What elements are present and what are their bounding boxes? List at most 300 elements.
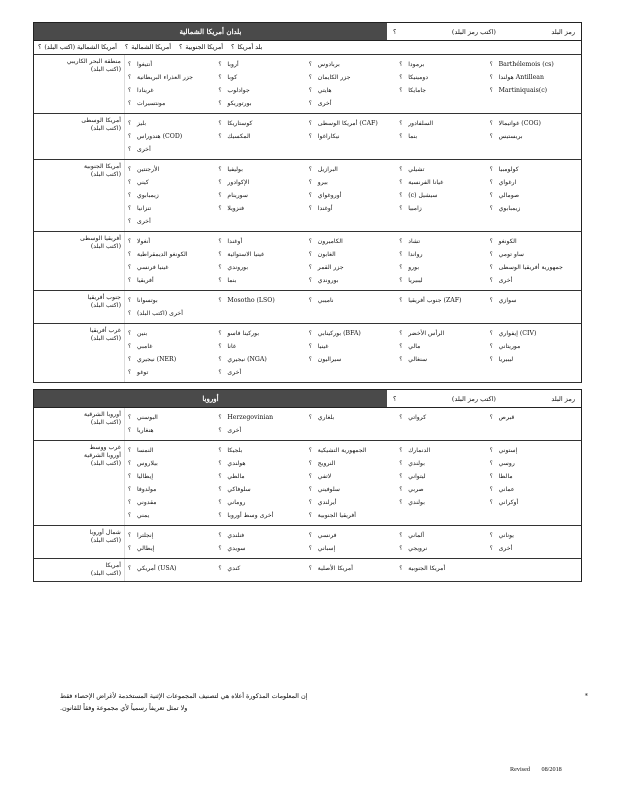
checkbox-option[interactable]	[399, 457, 487, 470]
checkbox-option[interactable]	[399, 58, 487, 71]
checkbox-icon[interactable]: ؟	[399, 460, 403, 467]
checkbox-option[interactable]	[128, 457, 216, 470]
checkbox-option[interactable]	[218, 353, 306, 366]
checkbox-icon[interactable]: ؟	[308, 356, 312, 363]
checkbox-option[interactable]	[309, 248, 397, 261]
checkbox-icon[interactable]: ؟	[308, 330, 312, 337]
checkbox-icon[interactable]: ؟	[218, 74, 222, 81]
checkbox-option[interactable]	[490, 163, 578, 176]
checkbox-option[interactable]	[399, 411, 487, 424]
option-label: زيمبابوي	[137, 192, 159, 199]
checkbox-icon[interactable]: ؟	[218, 460, 222, 467]
checkbox-icon[interactable]: ؟	[308, 238, 312, 245]
checkbox-option[interactable]	[128, 307, 216, 320]
checkbox-option[interactable]	[218, 163, 306, 176]
checkbox-icon[interactable]: ؟	[489, 532, 493, 539]
checkbox-option[interactable]	[399, 353, 487, 366]
checkbox-option[interactable]	[128, 176, 216, 189]
checkbox-option[interactable]	[218, 340, 306, 353]
checkbox-icon[interactable]: ؟	[128, 473, 132, 480]
checkbox-icon[interactable]: ؟	[489, 264, 493, 271]
checkbox-icon[interactable]: ؟	[128, 532, 132, 539]
checkbox-icon[interactable]: ؟	[399, 120, 403, 127]
checkbox-icon[interactable]: ؟	[399, 277, 403, 284]
checkbox-icon[interactable]: ؟	[128, 356, 132, 363]
checkbox-option[interactable]	[490, 483, 578, 496]
checkbox-icon[interactable]: ؟	[308, 251, 312, 258]
checkbox-icon[interactable]: ؟	[399, 87, 403, 94]
checkbox-option[interactable]	[490, 327, 578, 340]
checkbox-option[interactable]	[218, 411, 306, 424]
checkbox-icon[interactable]: ؟	[399, 330, 403, 337]
checkbox-option[interactable]	[490, 542, 578, 555]
checkbox-icon[interactable]: ؟	[128, 192, 132, 199]
checkbox-icon[interactable]: ؟	[218, 120, 222, 127]
checkbox-option[interactable]	[128, 248, 216, 261]
checkbox-icon[interactable]: ؟	[218, 512, 222, 519]
checkbox-icon[interactable]: ؟	[308, 532, 312, 539]
checkbox-option[interactable]	[490, 496, 578, 509]
checkbox-option[interactable]	[128, 470, 216, 483]
checkbox-option[interactable]	[399, 202, 487, 215]
checkbox-icon[interactable]: ؟	[218, 486, 222, 493]
checkbox-icon[interactable]: ؟	[128, 74, 132, 81]
checkbox-option[interactable]	[309, 294, 397, 307]
checkbox-option[interactable]	[128, 366, 216, 379]
checkbox-option[interactable]	[128, 327, 216, 340]
checkbox-icon[interactable]: ؟	[218, 133, 222, 140]
checkbox-option[interactable]	[218, 509, 306, 522]
checkbox-icon[interactable]: ؟	[218, 545, 222, 552]
checkbox-icon[interactable]: ؟	[399, 473, 403, 480]
checkbox-icon[interactable]: ؟	[308, 343, 312, 350]
checkbox-icon[interactable]: ؟	[399, 414, 403, 421]
checkbox-option[interactable]	[218, 496, 306, 509]
checkbox-option[interactable]	[309, 470, 397, 483]
section-code-area	[387, 390, 581, 407]
group-options	[125, 559, 581, 581]
checkbox-icon[interactable]: ؟	[399, 343, 403, 350]
checkbox-icon[interactable]: ؟	[218, 61, 222, 68]
checkbox-icon[interactable]: ؟	[308, 277, 312, 284]
checkbox-option[interactable]	[309, 84, 397, 97]
checkbox-icon[interactable]: ؟	[218, 330, 222, 337]
checkbox-option[interactable]	[218, 248, 306, 261]
checkbox-option[interactable]	[218, 294, 306, 307]
checkbox-icon[interactable]: ؟	[308, 87, 312, 94]
checkbox-icon[interactable]: ؟	[128, 238, 132, 245]
checkbox-icon[interactable]: ؟	[399, 238, 403, 245]
checkbox-icon[interactable]: ؟	[128, 565, 132, 572]
checkbox-option[interactable]	[490, 58, 578, 71]
checkbox-option[interactable]	[218, 235, 306, 248]
checkbox-icon[interactable]: ؟	[128, 179, 132, 186]
checkbox-option[interactable]	[309, 130, 397, 143]
checkbox-option[interactable]	[399, 117, 487, 130]
checkbox-option[interactable]	[490, 84, 578, 97]
checkbox-option[interactable]	[218, 58, 306, 71]
checkbox-icon[interactable]: ؟	[218, 473, 222, 480]
group-options	[125, 114, 581, 159]
checkbox-icon[interactable]: ؟	[128, 427, 132, 434]
checkbox-option[interactable]	[309, 444, 397, 457]
checkbox-icon[interactable]: ؟	[128, 87, 132, 94]
checkbox-option[interactable]	[490, 248, 578, 261]
checkbox-icon[interactable]: ؟	[399, 251, 403, 258]
checkbox-option[interactable]	[309, 562, 397, 575]
checkbox-icon[interactable]: ؟	[489, 343, 493, 350]
checkbox-icon[interactable]: ؟	[489, 499, 493, 506]
checkbox-option[interactable]	[218, 97, 306, 110]
checkbox-option[interactable]	[128, 411, 216, 424]
checkbox-option[interactable]	[128, 84, 216, 97]
checkbox-option[interactable]	[128, 97, 216, 110]
checkbox-option[interactable]	[218, 542, 306, 555]
checkbox-icon[interactable]: ؟	[308, 205, 312, 212]
checkbox-option[interactable]	[309, 97, 397, 110]
checkbox-option[interactable]	[309, 58, 397, 71]
checkbox-option[interactable]	[309, 542, 397, 555]
checkbox-icon[interactable]: ؟	[308, 100, 312, 107]
checkbox-option[interactable]	[399, 189, 487, 202]
checkbox-option[interactable]	[218, 117, 306, 130]
checkbox-icon[interactable]: ؟	[128, 512, 132, 519]
checkbox-option[interactable]	[490, 189, 578, 202]
checkbox-icon[interactable]: ؟	[399, 356, 403, 363]
checkbox-option[interactable]	[128, 562, 216, 575]
checkbox-icon[interactable]: ؟	[218, 166, 222, 173]
option-label: (ZAF) جنوب أفريقيا	[408, 297, 462, 304]
checkbox-option[interactable]	[309, 261, 397, 274]
checkbox-icon[interactable]: ؟	[128, 277, 132, 284]
checkbox-icon[interactable]: ؟	[489, 205, 493, 212]
checkbox-option[interactable]	[128, 163, 216, 176]
checkbox-option[interactable]	[399, 562, 487, 575]
checkbox-icon[interactable]: ؟	[399, 297, 403, 304]
checkbox-icon[interactable]: ؟	[489, 251, 493, 258]
checkbox-icon[interactable]: ؟	[128, 343, 132, 350]
checkbox-option[interactable]	[218, 202, 306, 215]
checkbox-option[interactable]	[309, 117, 397, 130]
checkbox-option[interactable]	[218, 562, 306, 575]
checkbox-icon[interactable]: ؟	[128, 218, 132, 225]
checkbox-option[interactable]	[309, 340, 397, 353]
checkbox-option[interactable]	[218, 130, 306, 143]
checkbox-icon[interactable]: ؟	[218, 238, 222, 245]
checkbox-icon[interactable]: ؟	[399, 499, 403, 506]
checkbox-icon[interactable]: ؟	[489, 473, 493, 480]
checkbox-option[interactable]	[218, 189, 306, 202]
checkbox-option[interactable]: ؟ بلد أمريكا	[231, 44, 263, 51]
checkbox-option[interactable]	[218, 71, 306, 84]
checkbox-option[interactable]	[309, 411, 397, 424]
checkbox-icon[interactable]: ؟	[399, 133, 403, 140]
checkbox-icon[interactable]: ؟	[218, 356, 222, 363]
checkbox-option[interactable]	[490, 529, 578, 542]
checkbox-option[interactable]	[309, 529, 397, 542]
checkbox-option[interactable]	[399, 483, 487, 496]
checkbox-icon[interactable]: ؟	[489, 87, 493, 94]
checkbox-icon[interactable]: ؟	[218, 343, 222, 350]
checkbox-option[interactable]	[399, 163, 487, 176]
checkbox-icon[interactable]: ؟	[308, 120, 312, 127]
checkbox-icon[interactable]: ؟	[308, 166, 312, 173]
checkbox-option[interactable]	[490, 261, 578, 274]
checkbox-icon[interactable]: ؟	[399, 264, 403, 271]
checkbox-icon[interactable]: ؟	[128, 133, 132, 140]
checkbox-icon[interactable]: ؟	[308, 447, 312, 454]
checkbox-icon[interactable]: ؟	[218, 251, 222, 258]
checkbox-option[interactable]	[128, 189, 216, 202]
checkbox-option[interactable]	[399, 235, 487, 248]
checkbox-icon[interactable]: ؟	[489, 133, 493, 140]
checkbox-icon[interactable]: ؟	[218, 499, 222, 506]
checkbox-option[interactable]	[128, 71, 216, 84]
option-label: أيرلندي	[317, 499, 337, 506]
checkbox-option[interactable]	[128, 340, 216, 353]
checkbox-icon[interactable]: ؟	[399, 545, 403, 552]
checkbox-icon[interactable]: ؟	[399, 205, 403, 212]
checkbox-icon[interactable]: ؟	[308, 192, 312, 199]
checkbox-icon[interactable]: ؟	[128, 251, 132, 258]
checkbox-icon[interactable]: ؟	[399, 486, 403, 493]
checkbox-icon[interactable]: ؟	[218, 532, 222, 539]
checkbox-option[interactable]	[399, 496, 487, 509]
checkbox-option[interactable]: ؟ أمريكا الجنوبية	[178, 44, 223, 51]
checkbox-icon[interactable]: ؟	[128, 447, 132, 454]
checkbox-icon[interactable]: ؟	[218, 264, 222, 271]
checkbox-icon[interactable]: ؟	[128, 486, 132, 493]
checkbox-option[interactable]	[399, 176, 487, 189]
checkbox-option[interactable]: ؟ أمريكا الشمالية	[124, 44, 171, 51]
checkbox-option[interactable]	[309, 163, 397, 176]
checkbox-icon[interactable]: ؟	[128, 545, 132, 552]
checkbox-icon[interactable]: ؟	[218, 179, 222, 186]
checkbox-option[interactable]	[128, 529, 216, 542]
checkbox-icon[interactable]: ؟	[308, 512, 312, 519]
checkbox-option[interactable]	[490, 411, 578, 424]
checkbox-icon[interactable]: ؟	[399, 565, 403, 572]
checkbox-icon[interactable]: ؟	[218, 192, 222, 199]
checkbox-option[interactable]	[399, 261, 487, 274]
checkbox-icon[interactable]: ؟	[308, 264, 312, 271]
checkbox-icon[interactable]: ؟	[489, 545, 493, 552]
checkbox-icon[interactable]: ؟	[489, 166, 493, 173]
checkbox-icon[interactable]: ؟	[308, 133, 312, 140]
checkbox-option[interactable]	[128, 294, 216, 307]
checkbox-icon[interactable]: ؟	[128, 100, 132, 107]
checkbox-icon[interactable]: ؟	[308, 179, 312, 186]
checkbox-icon[interactable]: ؟	[308, 486, 312, 493]
checkbox-option[interactable]	[399, 542, 487, 555]
checkbox-icon[interactable]: ؟	[489, 297, 493, 304]
checkbox-icon[interactable]: ؟	[399, 447, 403, 454]
checkbox-option[interactable]	[490, 130, 578, 143]
checkbox-icon[interactable]: ؟	[489, 192, 493, 199]
checkbox-option[interactable]	[128, 274, 216, 287]
checkbox-icon[interactable]: ؟	[399, 179, 403, 186]
checkbox-option[interactable]	[128, 235, 216, 248]
checkbox-icon[interactable]: ؟	[308, 414, 312, 421]
checkbox-option[interactable]	[128, 117, 216, 130]
checkbox-option[interactable]	[490, 340, 578, 353]
checkbox-icon[interactable]: ؟	[128, 414, 132, 421]
checkbox-icon[interactable]: ؟	[218, 87, 222, 94]
checkbox-icon[interactable]: ؟	[218, 414, 222, 421]
checkbox-option[interactable]	[399, 327, 487, 340]
checkbox-option[interactable]	[309, 483, 397, 496]
checkbox-option[interactable]	[490, 202, 578, 215]
checkbox-option[interactable]	[128, 215, 216, 228]
checkbox-option[interactable]	[309, 457, 397, 470]
checkbox-icon[interactable]: ؟	[489, 330, 493, 337]
checkbox-option[interactable]	[128, 444, 216, 457]
checkbox-option[interactable]	[490, 353, 578, 366]
checkbox-option[interactable]	[128, 202, 216, 215]
checkbox-icon[interactable]: ؟	[489, 179, 493, 186]
checkbox-icon[interactable]: ؟	[218, 205, 222, 212]
checkbox-option[interactable]	[128, 353, 216, 366]
checkbox-icon[interactable]: ؟	[128, 310, 132, 317]
checkbox-option[interactable]	[490, 235, 578, 248]
checkbox-option[interactable]	[399, 294, 487, 307]
checkbox-option[interactable]: ؟ أمريكا الشمالية (اكتب البلد)	[38, 44, 117, 51]
question-mark: ؟	[393, 394, 397, 403]
checkbox-option[interactable]	[218, 444, 306, 457]
checkbox-icon[interactable]: ؟	[489, 486, 493, 493]
checkbox-icon[interactable]: ؟	[218, 427, 222, 434]
checkbox-icon[interactable]: ؟	[308, 61, 312, 68]
checkbox-icon[interactable]: ؟	[308, 74, 312, 81]
checkbox-option[interactable]	[490, 470, 578, 483]
checkbox-icon[interactable]: ؟	[399, 192, 403, 199]
checkbox-option[interactable]	[128, 542, 216, 555]
checkbox-icon[interactable]: ؟	[489, 460, 493, 467]
checkbox-icon[interactable]: ؟	[489, 61, 493, 68]
checkbox-option[interactable]	[490, 294, 578, 307]
checkbox-option[interactable]	[218, 176, 306, 189]
checkbox-icon[interactable]: ؟	[489, 238, 493, 245]
checkbox-option[interactable]	[399, 71, 487, 84]
checkbox-option[interactable]	[490, 274, 578, 287]
checkbox-icon[interactable]: ؟	[128, 297, 132, 304]
option-label: أوغندا	[317, 205, 333, 212]
checkbox-option[interactable]	[218, 424, 306, 437]
checkbox-option[interactable]	[309, 71, 397, 84]
checkbox-option[interactable]	[399, 529, 487, 542]
checkbox-icon[interactable]: ؟	[308, 545, 312, 552]
checkbox-icon[interactable]: ؟	[128, 61, 132, 68]
checkbox-option[interactable]	[490, 444, 578, 457]
checkbox-icon[interactable]: ؟	[308, 460, 312, 467]
checkbox-icon[interactable]: ؟	[218, 297, 222, 304]
checkbox-icon[interactable]: ؟	[399, 61, 403, 68]
checkbox-option[interactable]	[128, 261, 216, 274]
checkbox-option[interactable]	[128, 509, 216, 522]
checkbox-icon[interactable]: ؟	[308, 499, 312, 506]
checkbox-icon[interactable]: ؟	[128, 146, 132, 153]
checkbox-option[interactable]	[218, 261, 306, 274]
checkbox-icon[interactable]: ؟	[489, 447, 493, 454]
checkbox-option[interactable]	[218, 470, 306, 483]
checkbox-option[interactable]	[218, 483, 306, 496]
checkbox-option[interactable]	[399, 84, 487, 97]
checkbox-option[interactable]	[399, 444, 487, 457]
checkbox-option[interactable]	[490, 71, 578, 84]
checkbox-option[interactable]	[218, 529, 306, 542]
checkbox-option[interactable]	[128, 143, 216, 156]
checkbox-option[interactable]	[399, 274, 487, 287]
checkbox-option[interactable]	[218, 366, 306, 379]
checkbox-option[interactable]	[309, 189, 397, 202]
checkbox-option[interactable]	[218, 327, 306, 340]
checkbox-icon[interactable]: ؟	[399, 532, 403, 539]
checkbox-icon[interactable]: ؟	[128, 330, 132, 337]
checkbox-option[interactable]	[128, 424, 216, 437]
option-label: مقدوني	[137, 499, 157, 506]
option-label: هولندي	[227, 460, 246, 467]
checkbox-icon[interactable]: ؟	[489, 74, 493, 81]
checkbox-icon[interactable]: ؟	[128, 166, 132, 173]
checkbox-option[interactable]	[218, 84, 306, 97]
checkbox-option[interactable]	[128, 58, 216, 71]
option-label: جوادلوب	[227, 87, 250, 94]
checkbox-option[interactable]	[490, 176, 578, 189]
checkbox-icon[interactable]: ؟	[218, 565, 222, 572]
checkbox-icon[interactable]: ؟	[399, 166, 403, 173]
checkbox-icon[interactable]: ؟	[128, 264, 132, 271]
checkbox-option[interactable]	[399, 130, 487, 143]
checkbox-icon[interactable]: ؟	[218, 369, 222, 376]
checkbox-option[interactable]	[128, 130, 216, 143]
checkbox-icon[interactable]: ؟	[218, 447, 222, 454]
checkbox-icon[interactable]: ؟	[308, 297, 312, 304]
checkbox-option[interactable]	[490, 117, 578, 130]
checkbox-option[interactable]	[309, 327, 397, 340]
checkbox-option[interactable]	[399, 470, 487, 483]
checkbox-icon[interactable]: ؟	[128, 460, 132, 467]
checkbox-icon[interactable]: ؟	[489, 414, 493, 421]
checkbox-icon[interactable]: ؟	[128, 120, 132, 127]
checkbox-option[interactable]	[218, 457, 306, 470]
checkbox-option[interactable]	[399, 248, 487, 261]
checkbox-option[interactable]	[309, 509, 397, 522]
checkbox-option[interactable]	[309, 353, 397, 366]
checkbox-icon[interactable]: ؟	[489, 120, 493, 127]
checkbox-option[interactable]	[309, 235, 397, 248]
checkbox-icon[interactable]: ؟	[489, 356, 493, 363]
checkbox-icon[interactable]: ؟	[128, 499, 132, 506]
checkbox-icon[interactable]: ؟	[128, 369, 132, 376]
checkbox-option[interactable]	[309, 202, 397, 215]
checkbox-icon[interactable]: ؟	[218, 277, 222, 284]
checkbox-icon[interactable]: ؟	[308, 473, 312, 480]
country-group	[33, 160, 582, 232]
checkbox-icon[interactable]: ؟	[218, 100, 222, 107]
checkbox-icon[interactable]: ؟	[128, 205, 132, 212]
checkbox-icon[interactable]: ؟	[399, 74, 403, 81]
checkbox-option[interactable]	[490, 457, 578, 470]
checkbox-icon[interactable]: ؟	[308, 565, 312, 572]
checkbox-option[interactable]	[128, 483, 216, 496]
checkbox-option[interactable]	[399, 340, 487, 353]
checkbox-option[interactable]	[128, 496, 216, 509]
checkbox-option[interactable]	[309, 496, 397, 509]
checkbox-icon[interactable]: ؟	[489, 277, 493, 284]
checkbox-option[interactable]	[218, 274, 306, 287]
checkbox-option[interactable]	[309, 274, 397, 287]
checkbox-option[interactable]	[309, 176, 397, 189]
